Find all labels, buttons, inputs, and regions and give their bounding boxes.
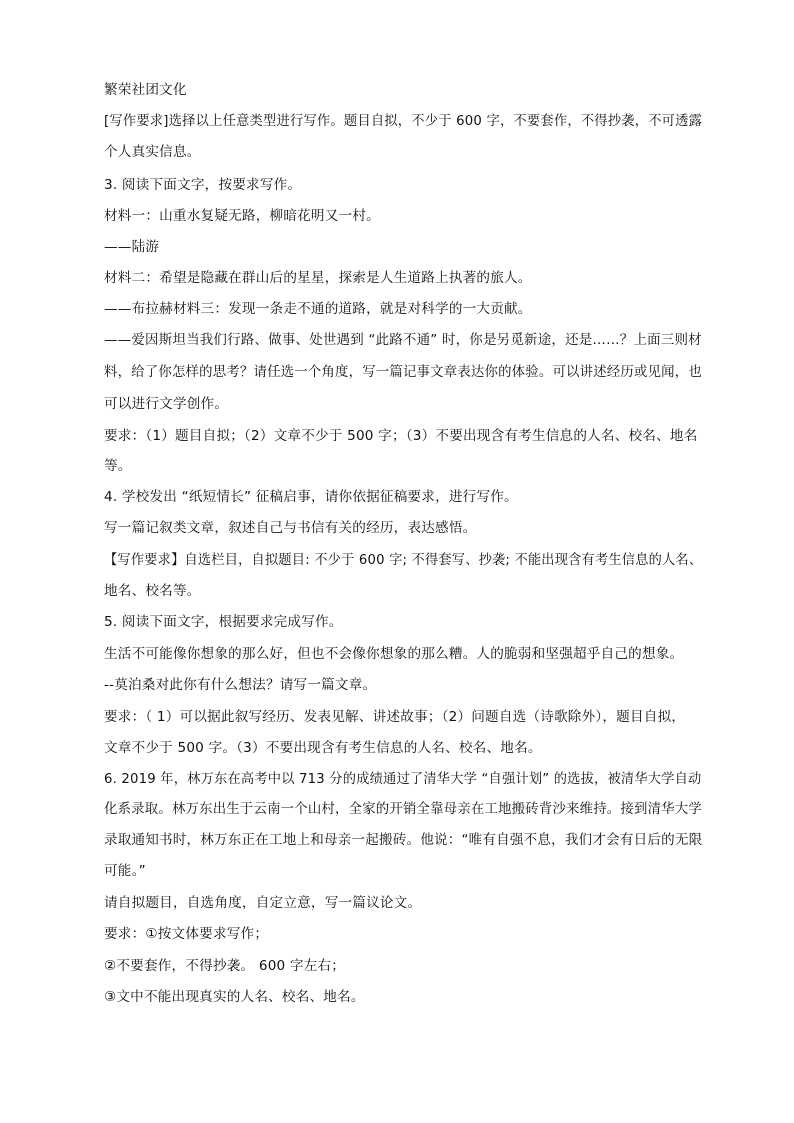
text-line: ——陆游 <box>104 239 160 255</box>
text-line: 文章不少于 500 字。（3）不要出现含有考生信息的人名、校名、地名。 <box>104 740 542 756</box>
text-line: 材料二：希望是隐藏在群山后的星星，探索是人生道路上执著的旅人。 <box>104 270 532 286</box>
text-line: 个人真实信息。 <box>104 144 201 160</box>
text-line: 【写作要求】自选栏目，自拟题目: 不少于 600 字; 不得套写、抄袭; 不能出现含有考生信息的人名、 <box>104 552 703 568</box>
text-line: 生活不可能像你想象的那么好，但也不会像你想象的那么糟。人的脆弱和坚强超乎自己的想象。 <box>104 646 684 662</box>
text-line: 化系录取。林万东出生于云南一个山村，全家的开销全靠母亲在工地搬砖背沙来维持。接到清华大学 <box>104 801 702 817</box>
text-line: ——布拉赫材料三：发现一条走不通的道路，就是对科学的一大贡献。 <box>104 301 532 317</box>
text-line: 要求：（ 1）可以据此叙写经历、发表见解、讲述故事；（2）问题自选（诗歌除外），题目自拟， <box>104 709 686 725</box>
text-line: 可以进行文学创作。 <box>104 396 229 412</box>
text-line: 5. 阅读下面文字，根据要求完成写作。 <box>104 614 343 630</box>
text-line: 可能。” <box>104 863 146 879</box>
text-line: 地名、校名等。 <box>104 583 201 599</box>
text-line: 请自拟题目，自选角度，自定立意，写一篇议论文。 <box>104 895 422 911</box>
text-line: 料，给了你怎样的思考？请任选一个角度，写一篇记事文章表达你的体验。可以讲述经历或见闻，也 <box>104 364 702 380</box>
text-line: 要求：①按文体要求写作； <box>104 926 269 942</box>
text-line: 录取通知书时，林万东正在工地上和母亲一起搬砖。他说：“唯有自强不息，我们才会有日后的无限 <box>104 832 703 848</box>
text-line: ——爱因斯坦当我们行路、做事、处世遇到 “此路不通” 时，你是另觅新途，还是……？上面三则材 <box>104 332 702 348</box>
text-line: 6. 2019 年，林万东在高考中以 713 分的成绩通过了清华大学 “自强计划” 的选拔，被清华大学自动 <box>104 771 702 787</box>
text-line: 写一篇记叙类文章，叙述自己与书信有关的经历，表达感悟。 <box>104 520 477 536</box>
text-line: --莫泊桑对此你有什么想法？请写一篇文章。 <box>104 677 377 693</box>
text-line: 等。 <box>104 458 132 474</box>
text-line: 材料一：山重水复疑无路，柳暗花明又一村。 <box>104 208 380 224</box>
text-line: ②不要套作，不得抄袭。 600 字左右； <box>104 958 346 974</box>
text-line: 要求：（1）题目自拟；（2）文章不少于 500 字；（3）不要出现含有考生信息的人名、校名、地名 <box>104 428 698 444</box>
text-line: [写作要求]选择以上任意类型进行写作。题目自拟，不少于 600 字，不要套作，不得抄袭，不可透露 <box>104 113 703 129</box>
text-line: 3. 阅读下面文字，按要求写作。 <box>104 177 302 193</box>
text-line: ③文中不能出现真实的人名、校名、地名。 <box>104 989 365 1005</box>
text-line: 4. 学校发出 “纸短情长” 征稿启事，请你依据征稿要求，进行写作。 <box>104 489 518 505</box>
text-line: 繁荣社团文化 <box>104 82 187 98</box>
